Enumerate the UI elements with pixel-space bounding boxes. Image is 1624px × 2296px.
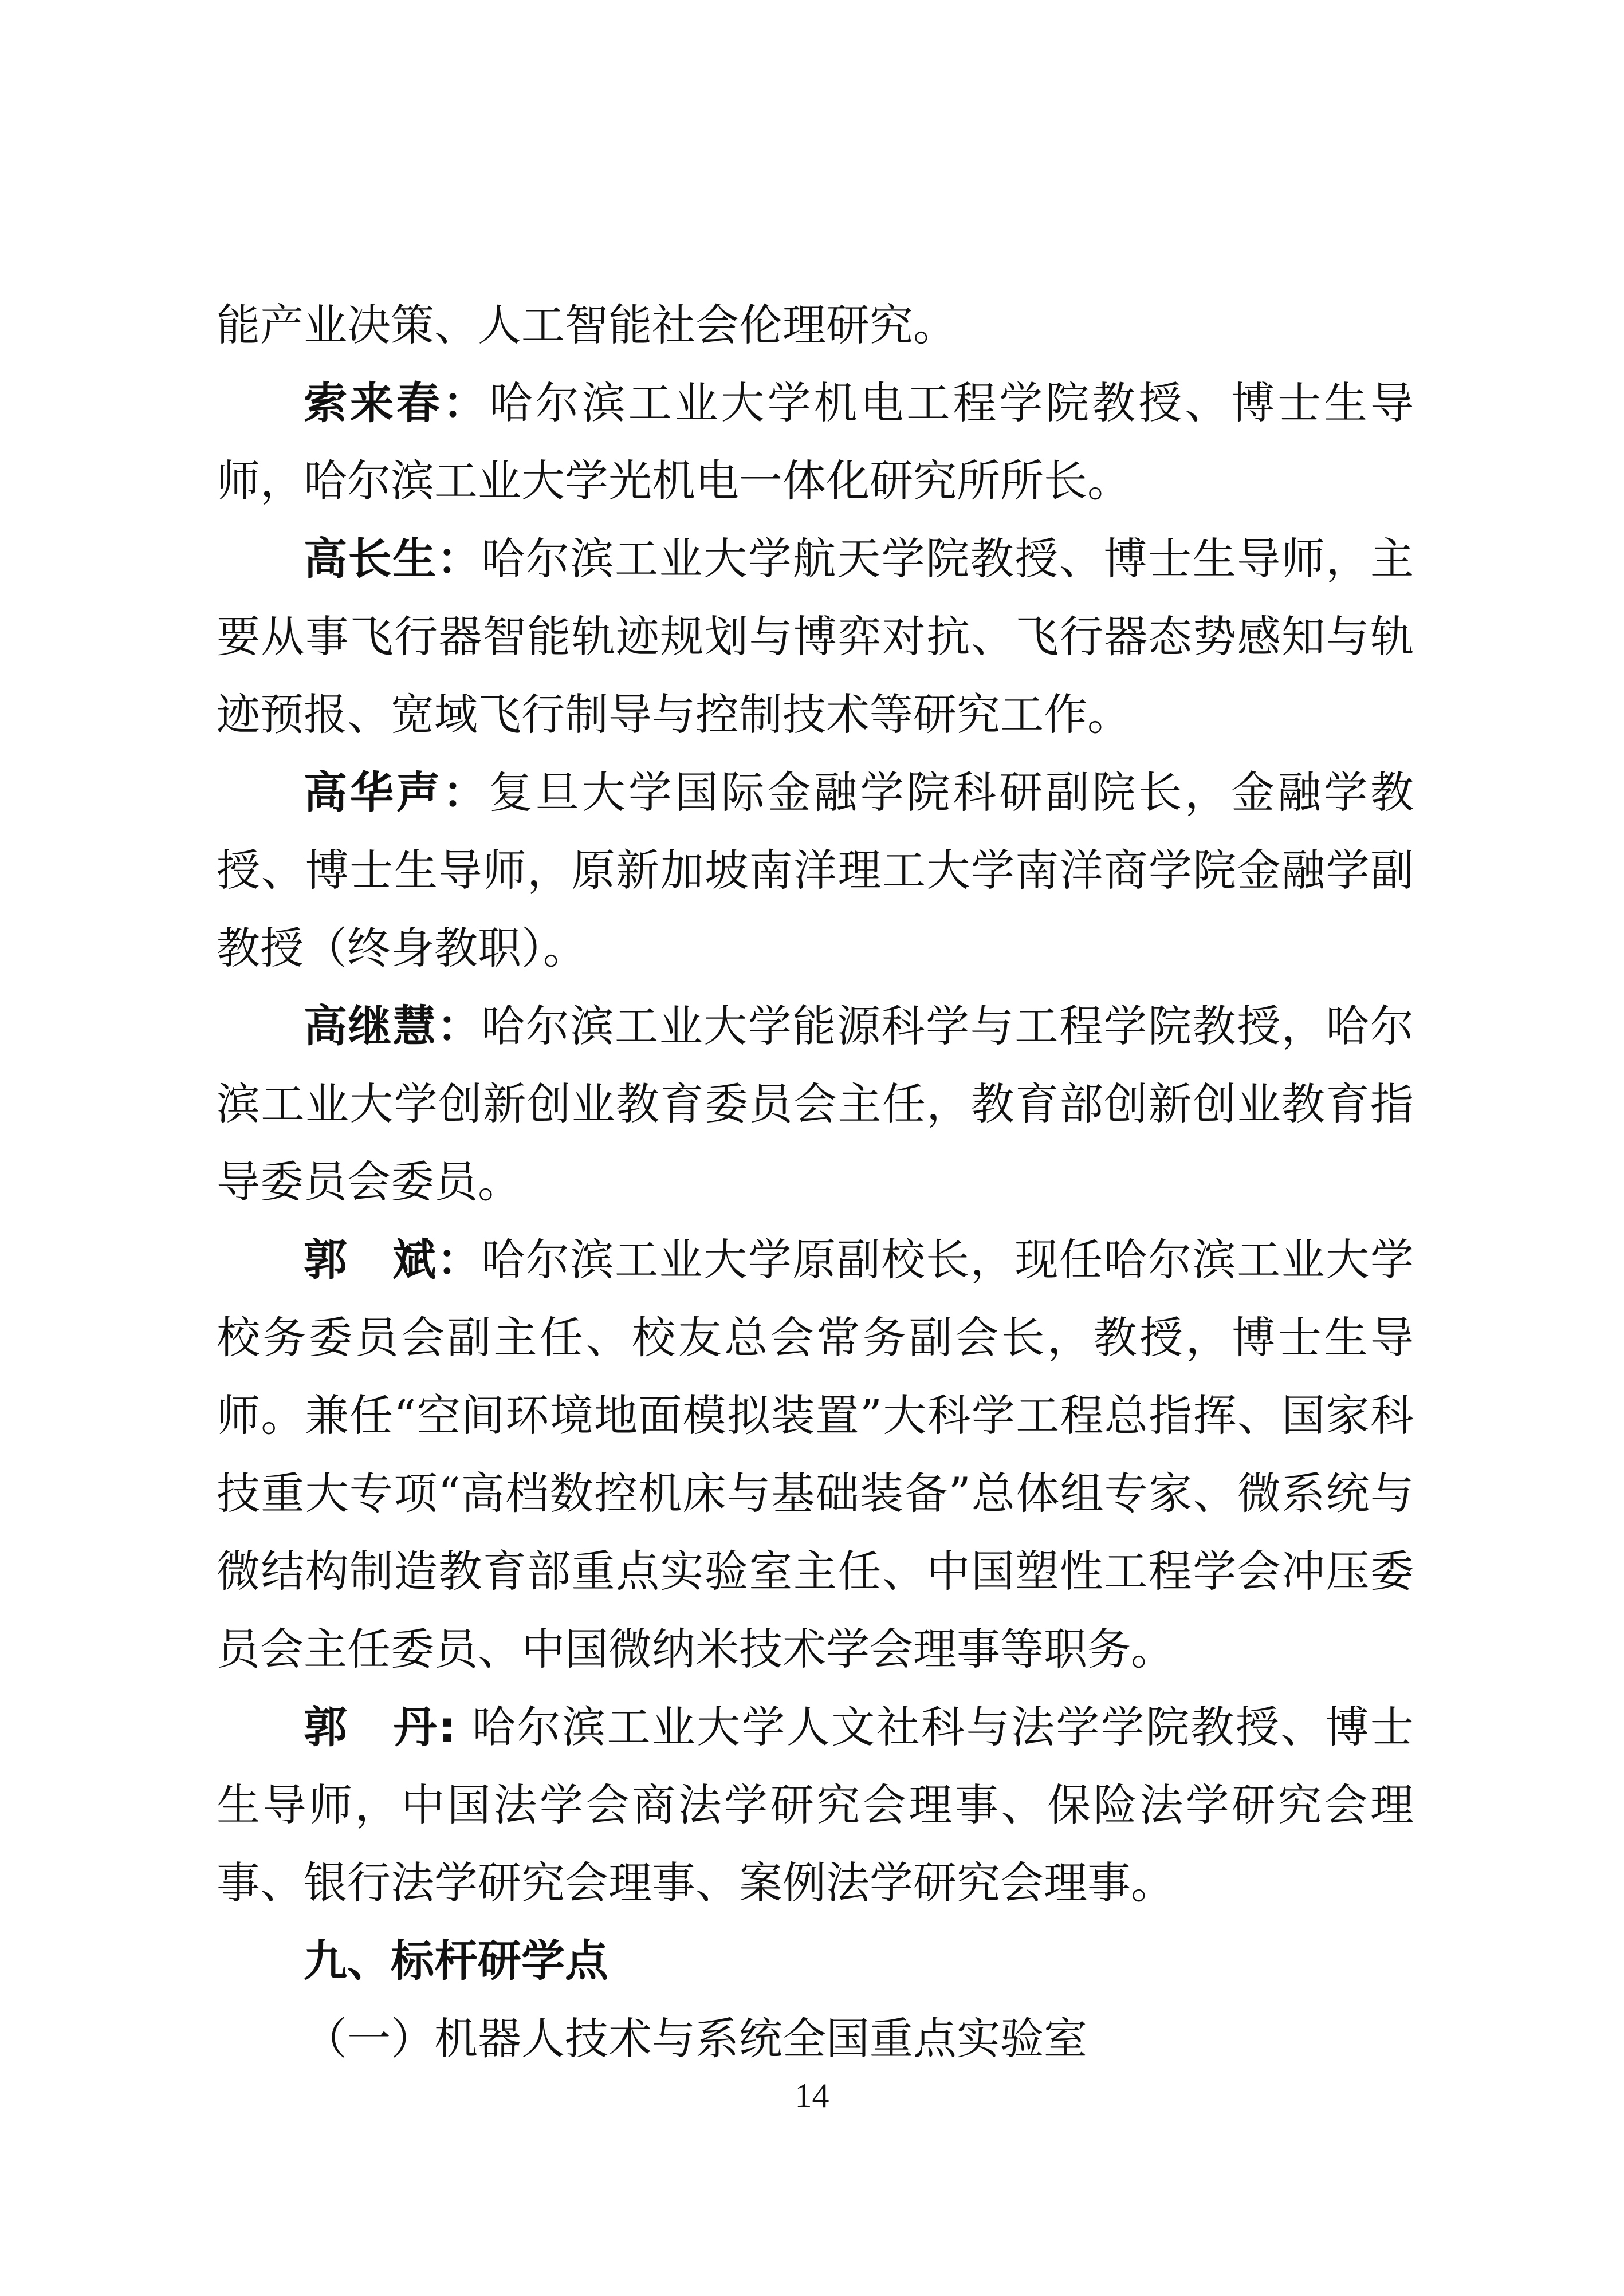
bio-paragraph-gao-changsheng: [217, 520, 1414, 754]
subsection-heading: （一）机器人技术与系统全国重点实验室: [304, 2013, 1087, 2064]
bio-text: 哈尔滨工业大学能源科学与工程学院教授，哈尔滨工业大学创新创业教育委员会主任，教育部创新创业教育指导委员会委员。: [217, 1001, 1414, 1207]
bio-paragraph-gao-jihui: [217, 987, 1414, 1221]
person-name: 高继慧：: [304, 1001, 482, 1051]
bio-text: 哈尔滨工业大学机电工程学院教授、博士生导师，哈尔滨工业大学光机电一体化研究所所长。: [217, 377, 1414, 506]
section-heading: 九、标杆研学点: [304, 1935, 608, 1986]
person-name: 高华声：: [304, 767, 489, 818]
bio-paragraph-gao-huasheng: [217, 754, 1414, 987]
person-name: 郭 斌：: [304, 1234, 482, 1285]
bio-paragraph-suo-laichun: [217, 364, 1414, 520]
bio-paragraph-guo-dan: [217, 1688, 1414, 1922]
bio-text: 哈尔滨工业大学人文社科与法学学院教授、博士生导师，中国法学会商法学研究会理事、保险法学研究会理事、银行法学研究会理事、案例法学研究会理事。: [217, 1702, 1414, 1908]
bio-text: 哈尔滨工业大学原副校长，现任哈尔滨工业大学校务委员会副主任、校友总会常务副会长，教授，博士生导师。兼任“空间环境地面模拟装置”大科学工程总指挥、国家科技重大专项“高档数控机床与基础装备”总体组专家、微系统与微结构制造教育部重点实验室主任、中国塑性工程学会冲压委员会主任委员、中国微纳米技术学会理事等职务。: [217, 1234, 1414, 1675]
bio-text: 复旦大学国际金融学院科研副院长，金融学教授、博士生导师，原新加坡南洋理工大学南洋商学院金融学副教授（终身教职）。: [217, 767, 1414, 974]
person-name: 索来春：: [304, 377, 489, 428]
page-number: 14: [795, 2077, 829, 2114]
bio-paragraph-guo-bin: [217, 1221, 1414, 1688]
page-body: [217, 286, 1414, 2078]
person-name: 郭 丹:: [304, 1702, 473, 1752]
bio-text: 哈尔滨工业大学航天学院教授、博士生导师，主要从事飞行器智能轨迹规划与博弈对抗、飞行器态势感知与轨迹预报、宽域飞行制导与控制技术等研究工作。: [217, 533, 1414, 740]
person-name: 高长生：: [304, 533, 482, 584]
continuation-paragraph: 能产业决策、人工智能社会伦理研究。: [217, 300, 957, 350]
